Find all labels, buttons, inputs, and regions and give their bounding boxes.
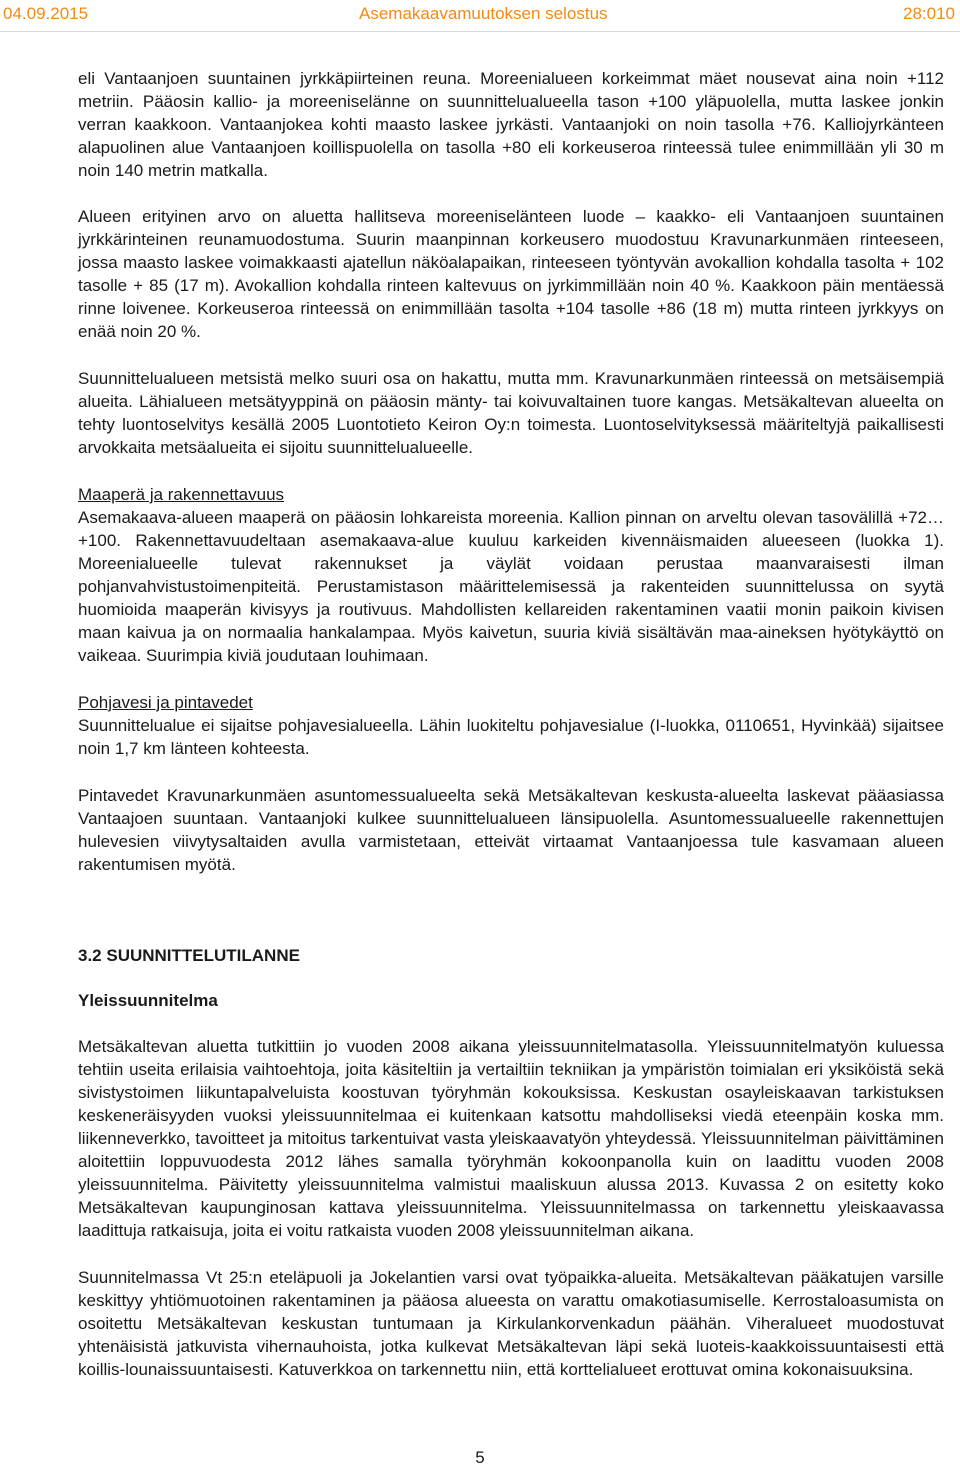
paragraph-general-plan: Metsäkaltevan aluetta tutkittiin jo vuoden 2008 aikana yleissuunnitelmatasolla. Yleissuunnitelmatyön kuluessa tehtiin useita erilaisia vaihtoehtoja, joita käsiteltiin ja vertailtiin tekniikan ja ympäristön toimialan eri yksiköistä sekä sivistystoimen liikuntapalveluista koostuvan työryhmän kokouksissa. Keskustan osayleiskaavan tarkistuksen keskeneräisyyden vuoksi yleissuunnitelmaa ei kuitenkaan katsottu mahdolliseksi viedä eteenpäin koska mm. liikenneverkko, tavoitteet ja mitoitus tarkentuivat vasta yleiskaavatyön yhteydessä. Yleissuunnitelman päivittäminen aloitettiin loppuvuodesta 2012 lähes samalla työryhmän kokoonpanolla kuin on laadittu vuoden 2008 yleissuunnitelma. Päivitetty yleissuunnitelma valmistui maaliskuun alussa 2013. Kuvassa 2 on esitetty koko Metsäkaltevan kaupunginosan kattava yleissuunnitelma. Yleissuunnitelmassa on tarkennettu yleiskaavassa laadittuja ratkaisuja, joita ei voitu ratkaista vuoden 2008 yleissuunnitelman aikana.: [78, 1037, 944, 1240]
header-date: 04.09.2015: [3, 4, 89, 23]
heading-soil-buildability: Maaperä ja rakennettavuus: [78, 485, 285, 504]
page-number: 5: [475, 1448, 485, 1467]
section-title: 3.2 SUUNNITTELUTILANNE: [78, 946, 300, 965]
header-title: Asemakaavamuutoksen selostus: [359, 4, 608, 23]
paragraph-forests: Suunnittelualueen metsistä melko suuri osa on hakattu, mutta mm. Kravunarkunmäen rinteessä on metsäisempiä alueita. Lähialueen metsätyyppinä on pääosin mänty- tai koivuvaltainen tuore kangas. Metsäkaltevan alueelta on tehty luontoselvitys kesällä 2005 Luontotieto Keiron Oy:n toimesta. Luontoselvityksessä määriteltyjä paikallisesti arvokkaita metsäalueita ei sijoitu suunnittelualueelle.: [78, 369, 944, 457]
paragraph-soil: Asemakaava-alueen maaperä on pääosin lohkareista moreenia. Kallion pinnan on arveltu olevan tasovälillä +72…+100. Rakennettavuudeltaan asemakaava-alue kuuluu karkeiden kivennäismaiden alueeseen (luokka 1). Moreenialueelle tulevat rakennukset ja väylät voidaan perustaa maanvaraisesti ilman pohjanvahvistustoimenpiteitä. Perustamistason määrittelemisessä ja rakenteiden suunnittelussa on syytä huomioida maaperän kivisyys ja routivuus. Mahdollisten kellareiden rakentaminen vaatii monin paikoin kivisen maan kaivua ja on normaalia hankalampaa. Myös kaivetun, suuria kiviä sisältävän maa-aineksen hyötykäyttö on vaikeaa. Suurimpia kiviä joudutaan louhimaan.: [78, 508, 944, 665]
header-code: 28:010: [903, 4, 955, 23]
subheading-general-plan: Yleissuunnitelma: [78, 991, 218, 1010]
document-body: [78, 67, 944, 1381]
header-divider: [0, 31, 960, 32]
paragraph-landform-value: Alueen erityinen arvo on aluetta hallitseva moreeniselänteen luode – kaakko- eli Vantaanjoen suuntainen jyrkkärinteinen reunamuodostuma. Suurin maanpinnan korkeusero muodostuu Kravunarkunmäen rinteeseen, jossa maasto laskee voimakkaasti ajatellun näköalapaikan, rinteeseen työntyvän avokallion kohdalla tasolta + 102 tasolle + 85 (17 m). Avokallion kohdalla rinteen kaltevuus on jyrkimmillään noin 40 %. Kaakkoon päin mentäessä rinne loivenee. Korkeuseroa rinteessä on enimmillään tasolta +104 tasolle +86 (18 m) mutta rinteen jyrkkyys on enää noin 20 %.: [78, 207, 944, 341]
paragraph-terrain: eli Vantaanjoen suuntainen jyrkkäpiirteinen reuna. Moreenialueen korkeimmat mäet nousevat aina noin +112 metriin. Pääosin kallio- ja moreeniselänne on suunnittelualueella tason +100 yläpuolella, mutta laskee jonkin verran kaakkoon. Vantaanjokea kohti maasto laskee jyrkästi. Vantaanjoki on noin tasolla +76. Kalliojyrkänteen alapuolinen alue Vantaanjoen koillispuolella on tasolla +80 eli korkeuseroa rinteessä tulee enimmillään yli 30 m noin 140 metrin matkalla.: [78, 69, 944, 180]
heading-groundwater: Pohjavesi ja pintavedet: [78, 693, 253, 712]
page-header: [0, 0, 960, 30]
paragraph-plan-areas: Suunnitelmassa Vt 25:n eteläpuoli ja Jokelantien varsi ovat työpaikka-alueita. Metsäkaltevan pääkatujen varsille keskittyy yhtiömuotoinen rakentaminen ja pääosa alueesta on varattu omakotiasumiselle. Kerrostaloasumista on osoitettu Metsäkaltevan keskustan tuntumaan ja Kirkulankorvenkadun päähän. Viheralueet muodostuvat yhtenäisistä jatkuvista vihernauhoista, jotka kulkevat Metsäkaltevan läpi sekä luoteis-kaakkoissuuntaisesti että koillis-lounaissuuntaisesti. Katuverkkoa on tarkennettu niin, että korttelialueet erottuvat omina kokonaisuuksina.: [78, 1268, 944, 1379]
paragraph-groundwater: Suunnittelualue ei sijaitse pohjavesialueella. Lähin luokiteltu pohjavesialue (I-luokka, 0110651, Hyvinkää) sijaitsee noin 1,7 km länteen kohteesta.: [78, 716, 944, 758]
paragraph-surface-water: Pintavedet Kravunarkunmäen asuntomessualueelta sekä Metsäkaltevan keskusta-alueelta laskevat pääasiassa Vantaajoen suuntaan. Vantaanjoki kulkee suunnittelualueen länsipuolella. Asuntomessualueelle rakennettujen hulevesien viivytysaltaiden avulla varmistetaan, etteivät virtaamat Vantaanjoessa tule kasvamaan alueen rakentumisen myötä.: [78, 786, 944, 874]
